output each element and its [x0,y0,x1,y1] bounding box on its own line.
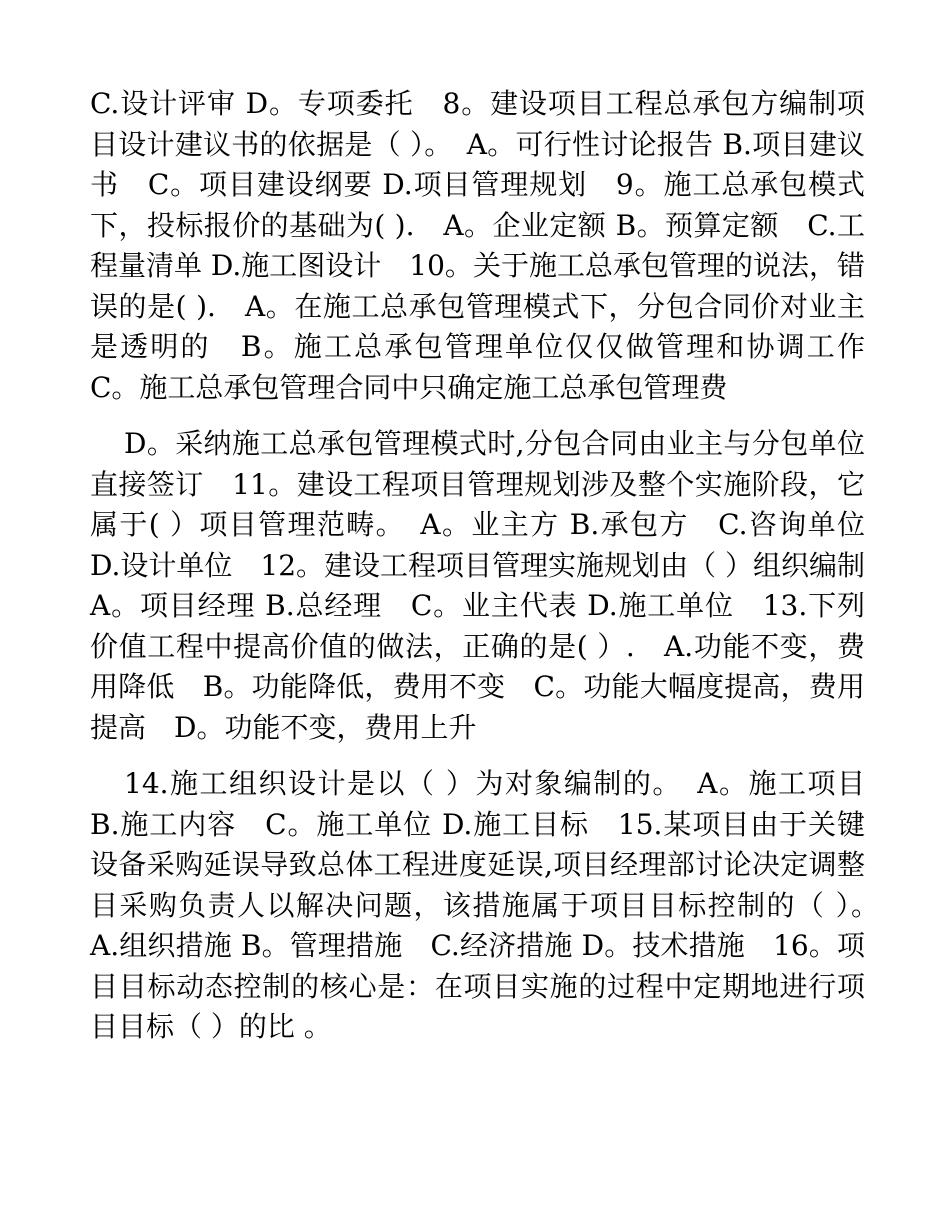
paragraph-3: 14.施工组织设计是以（ ）为对象编制的。 A。施工项目 B.施工内容 C。施工单位 D.施工目标 15.某项目由于关键设备采购延误导致总体工程进度延误,项目经理部讨论决定调整目采购负责人以解决问题，该措施属于项目目标控制的（ ）。 A.组织措施 B。管理措施 C.经济措施 D。技术措施 16。项目目标动态控制的核心是：在项目实施的过程中定期地进行项目目标（ ）的比 。 [90,767,894,1043]
document-page [90,84,894,1048]
paragraph-1: C.设计评审 D。专项委托 8。建设项目工程总承包方编制项目设计建议书的依据是（ ）。 A。可行性讨论报告 B.项目建议书 C。项目建设纲要 D.项目管理规划 9。施工总承包模式下，投标报价的基础为( ). A。企业定额 B。预算定额 C.工程量清单 D.施工图设计 10。关于施工总承包管理的说法，错误的是( ). A。在施工总承包管理模式下，分包合同价对业主是透明的 B。施工总承包管理单位仅仅做管理和协调工作 C。施工总承包管理合同中只确定施工总承包管理费 [90,87,894,404]
paragraph-2: D。采纳施工总承包管理模式时,分包合同由业主与分包单位直接签订 11。建设工程项目管理规划涉及整个实施阶段，它属于( ）项目管理范畴。 A。业主方 B.承包方 C.咨询单位 D.设计单位 12。建设工程项目管理实施规划由（ ）组织编制 A。项目经理 B.总经理 C。业主代表 D.施工单位 13.下列价值工程中提高价值的做法，正确的是( ）. A.功能不变，费用降低 B。功能降低，费用不变 C。功能大幅度提高，费用提高 D。功能不变，费用上升 [90,427,894,744]
